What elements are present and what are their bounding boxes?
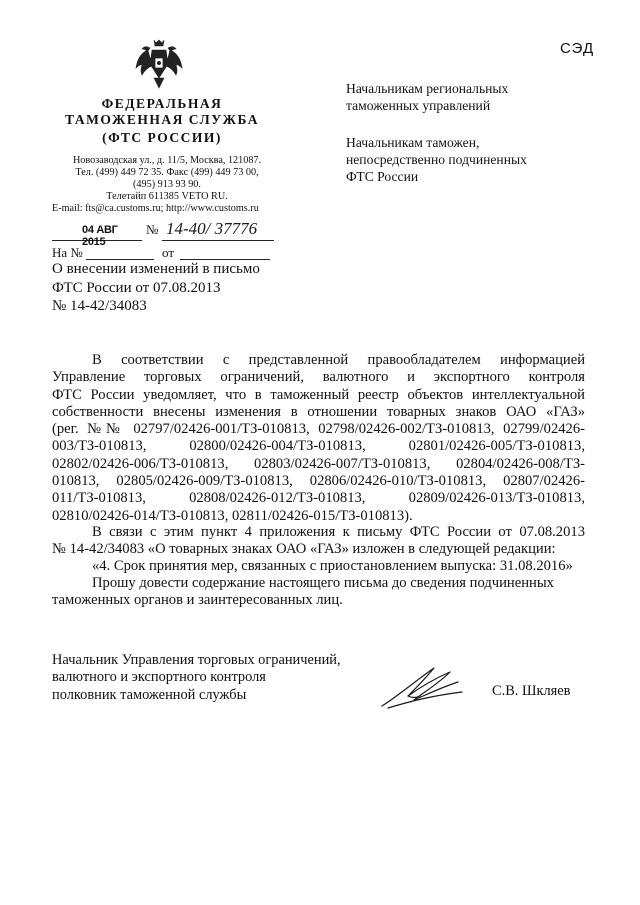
- number-field: [162, 219, 274, 241]
- p1-line-5: (рег. №№ 02797/02426-001/ТЗ-010813, 02798/02426-002/ТЗ-010813, 02799/02426-: [52, 421, 585, 438]
- p2-line-2: № 14-42/34083 «О товарных знаках ОАО «ГАЗ» изложен в следующей редакции:: [52, 541, 556, 558]
- body-paragraph-4: [52, 575, 585, 610]
- org-name-line-3: (ФТС РОССИИ): [102, 130, 222, 145]
- number-label: №: [146, 222, 159, 237]
- p1-line-6: 003/ТЗ-010813, 02800/02426-004/ТЗ-010813, 02801/02426-005/ТЗ-010813,: [52, 438, 585, 455]
- recipient-block-2: [346, 134, 527, 185]
- subject-line-2: ФТС России от 07.08.2013: [52, 279, 221, 296]
- handwritten-signature: [378, 662, 468, 714]
- address-line-4: Телетайп 611385 VETO RU.: [106, 191, 228, 202]
- recipient-2-line-2: непосредственно подчиненных: [346, 152, 527, 167]
- p1-line-9: 011/ТЗ-010813, 02808/02426-012/ТЗ-010813, 02809/02426-013/ТЗ-010813,: [52, 490, 585, 507]
- ref-date-field: [180, 244, 270, 260]
- ref-number-field: [86, 244, 154, 260]
- recipient-2-line-3: ФТС России: [346, 169, 419, 184]
- ref-label: На №: [52, 245, 83, 260]
- number-handwritten: 14-40/ 37776: [166, 219, 258, 238]
- body-paragraph-1: [52, 352, 585, 525]
- date-stamp: 04 АВГ 2015: [82, 224, 118, 248]
- address-line-1: Новозаводская ул., д. 11/5, Москва, 121087.: [72, 155, 262, 166]
- double-headed-eagle-emblem-icon: [134, 38, 184, 90]
- p1-line-8: 010813, 02805/02426-009/ТЗ-010813, 02806/02426-010/ТЗ-010813, 02807/02426-: [52, 473, 585, 490]
- subject-line-3: № 14-42/34083: [52, 298, 147, 314]
- address-line-2: Тел. (499) 449 72 35. Факс (499) 449 73 00,: [75, 167, 259, 178]
- p4-line-2: таможенных органов и заинтересованных лиц.: [52, 592, 343, 609]
- p2-line-1: В связи с этим пункт 4 приложения к письму ФТС России от 07.08.2013: [92, 524, 585, 540]
- p4-line-1: Прошу довести содержание настоящего письма до сведения подчиненных: [92, 575, 554, 591]
- from-label: от: [162, 245, 175, 260]
- body-paragraph-2: [52, 524, 585, 559]
- signatory-name: С.В. Шкляев: [492, 683, 571, 699]
- p1-line-7: 02802/02426-006/ТЗ-010813, 02803/02426-007/ТЗ-010813, 02804/02426-008/ТЗ-: [52, 455, 585, 472]
- p1-line-1: В соответствии с представленной правообладателем информацией: [92, 352, 585, 368]
- recipient-2-line-1: Начальникам таможен,: [346, 135, 480, 150]
- p3-line-1: «4. Срок принятия мер, связанных с приостановлением выпуска: 31.08.2016»: [92, 558, 573, 574]
- recipient-1-line-1: Начальникам региональных: [346, 81, 509, 96]
- email-line: E-mail: fts@ca.customs.ru; http://www.customs.ru: [52, 203, 259, 214]
- recipient-1-line-2: таможенных управлений: [346, 98, 491, 113]
- p1-line-2: Управление торговых ограничений, валютного и экспортного контроля: [52, 369, 585, 386]
- signatory-title-line-3: полковник таможенной службы: [52, 686, 247, 703]
- date-field: [52, 222, 142, 248]
- p1-line-4: собственности внесены изменения в отношении товарных знаков ОАО «ГАЗ»: [52, 403, 585, 420]
- recipient-block-1: [346, 80, 508, 114]
- body-paragraph-3: [92, 558, 573, 575]
- signatory-title-line-2: валютного и экспортного контроля: [52, 669, 266, 686]
- p1-line-10: 02810/02426-014/ТЗ-010813, 02811/02426-015/ТЗ-010813).: [52, 507, 413, 524]
- sed-mark: СЭД: [560, 40, 595, 57]
- signatory-title-line-1: Начальник Управления торговых ограничений,: [52, 652, 341, 668]
- address-line-3: (495) 913 93 90.: [133, 179, 201, 190]
- signatory-title: [52, 652, 341, 704]
- org-name-line-1: ФЕДЕРАЛЬНАЯ: [101, 96, 223, 111]
- subject-line-1: О внесении изменений в письмо: [52, 261, 260, 277]
- org-name-line-2: ТАМОЖЕННАЯ СЛУЖБА: [65, 112, 259, 127]
- p1-line-3: ФТС России уведомляет, что в таможенный реестр объектов интеллектуальной: [52, 386, 585, 403]
- subject: [52, 260, 260, 316]
